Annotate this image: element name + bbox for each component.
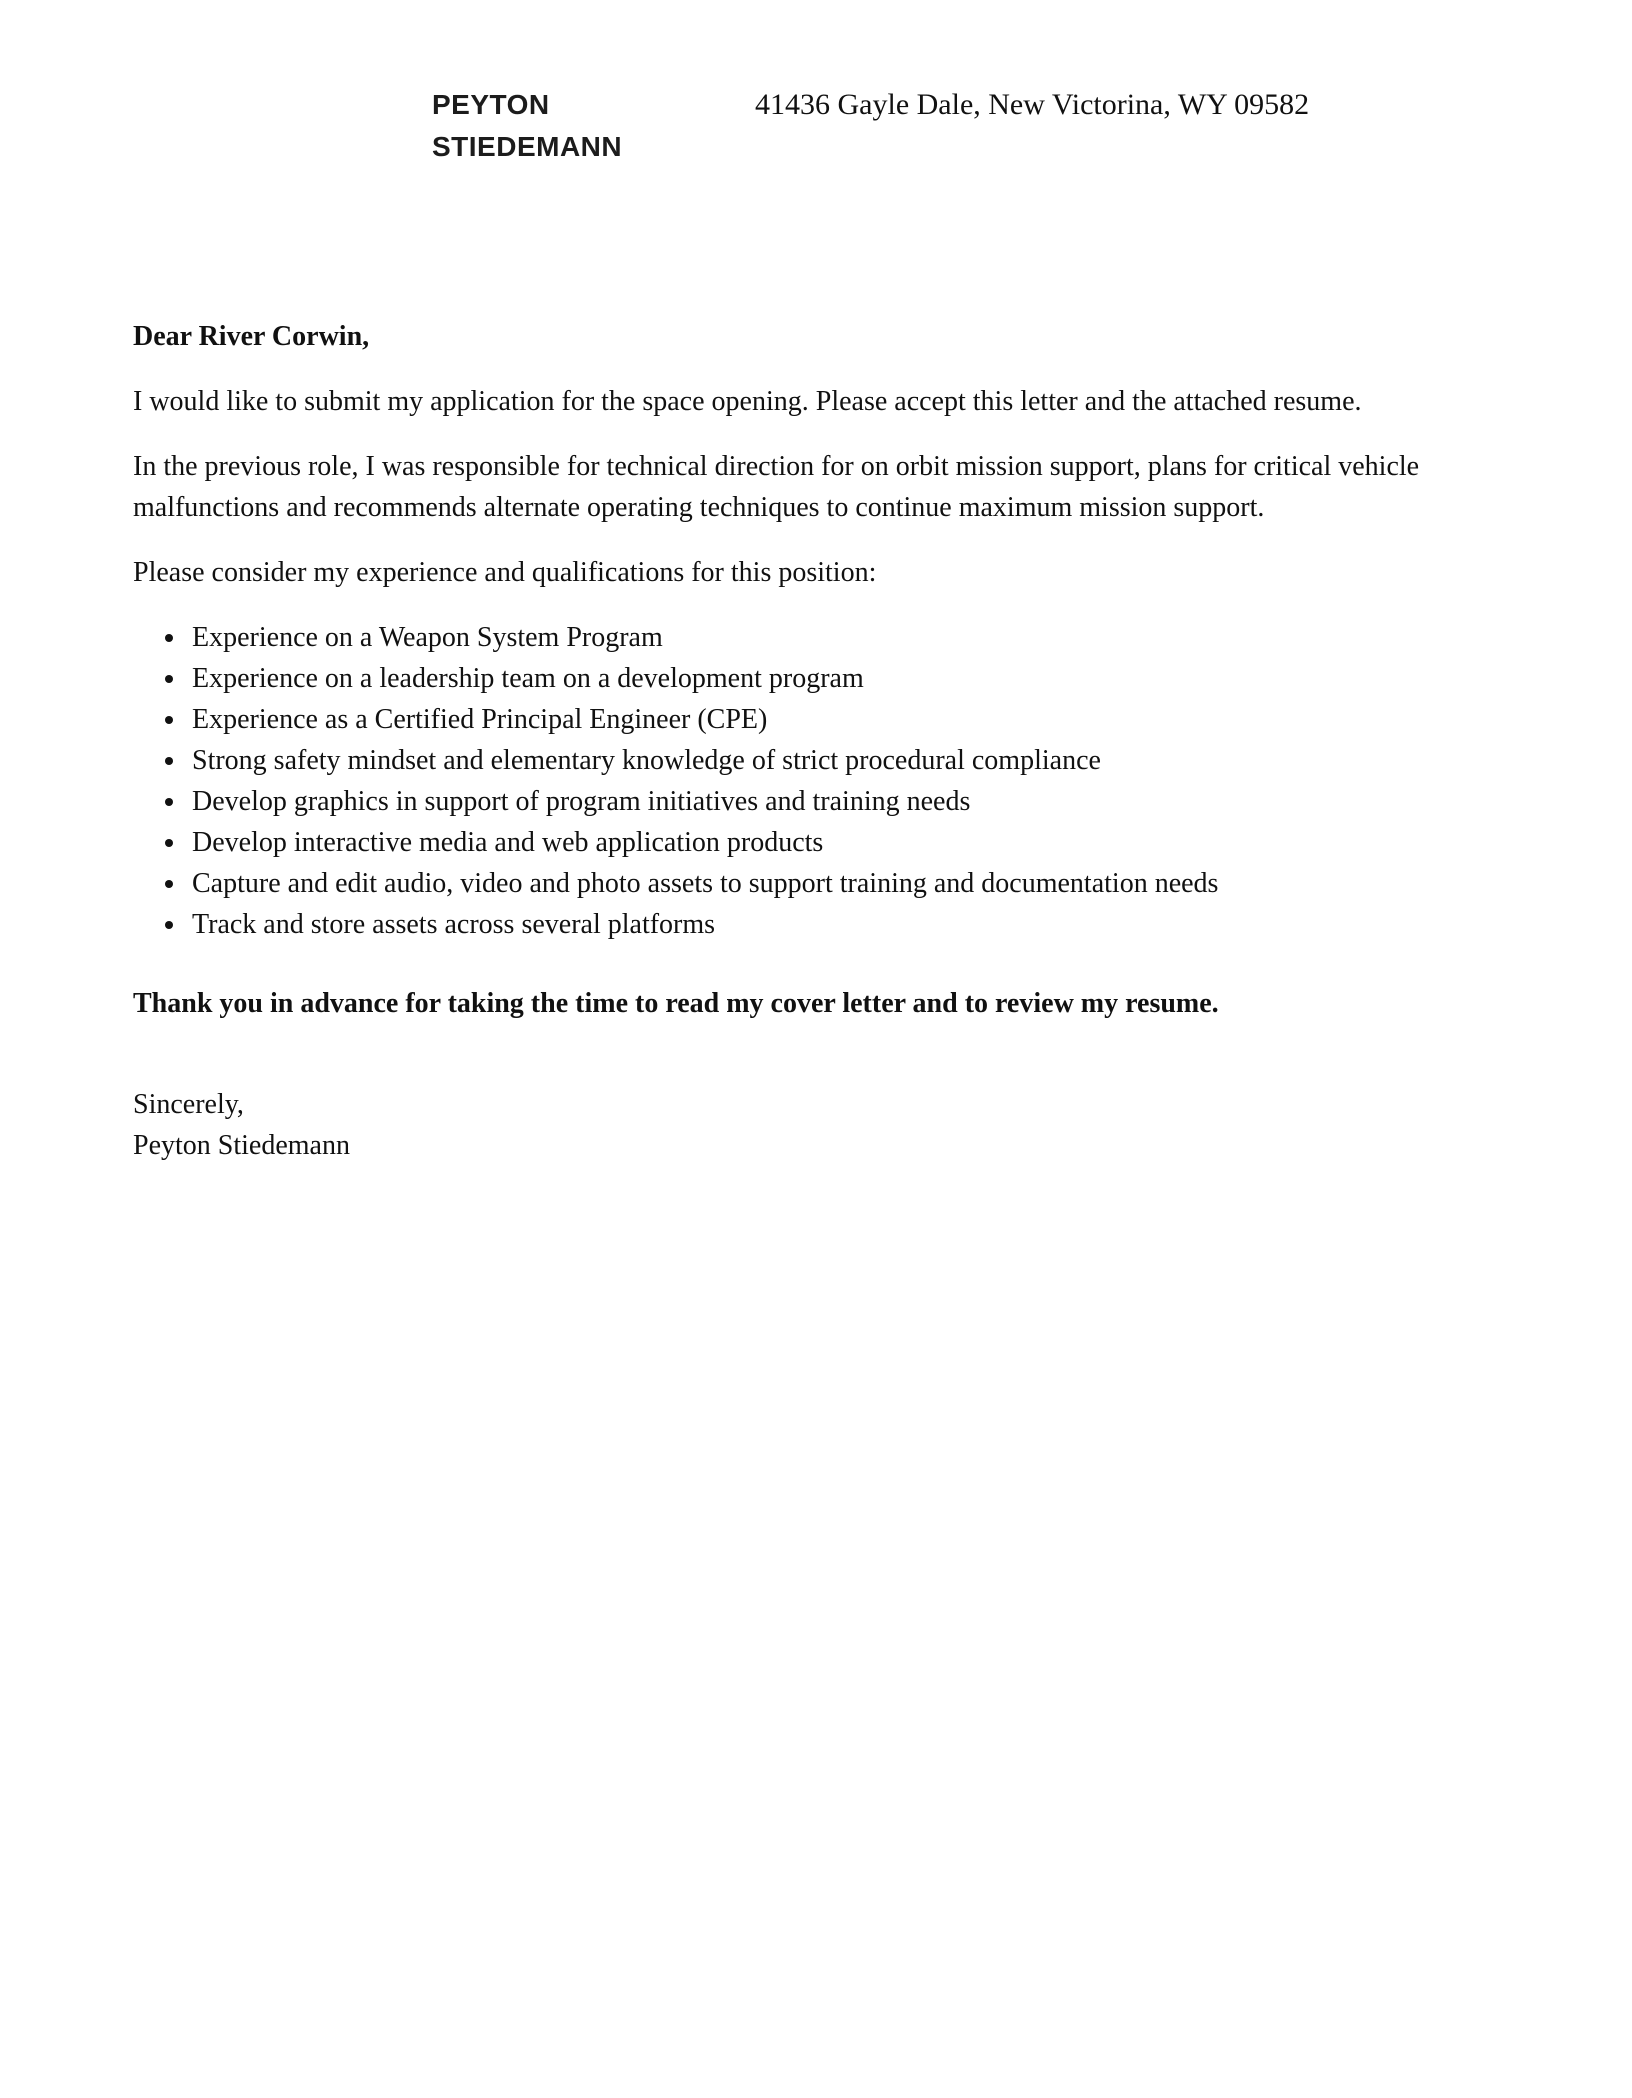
letter-body [133,316,1492,1166]
sender-address: 41436 Gayle Dale, New Victorina, WY 09582 [755,88,1310,121]
greeting: Dear River Corwin, [133,321,370,352]
qualification-item: • Experience on a Weapon System Program [188,617,1492,658]
sender-name-line1: PEYTON [432,89,550,120]
paragraph-consider: Please consider my experience and qualifications for this position: [133,557,877,588]
qualification-item: • Capture and edit audio, video and photo assets to support training and documentation needs [188,863,1492,904]
signoff: Sincerely, [133,1089,244,1120]
qualification-item: • Track and store assets across several platforms [188,904,1492,945]
letter-header [0,0,1632,168]
closing-emphasis: Thank you in advance for taking the time to read my cover letter and to review my resume. [133,988,1219,1019]
paragraph-application: I would like to submit my application for the space opening. Please accept this letter and the attached resume. [133,386,1362,417]
paragraph-previous-role: In the previous role, I was responsible for technical direction for on orbit mission support, plans for critical vehicle malfunctions and recommends alternate operating techniques to continue maximum mission support. [133,451,1420,523]
sender-name-line2: STIEDEMANN [432,131,623,162]
qualification-item: • Develop interactive media and web application products [188,822,1492,863]
qualification-item: • Experience on a leadership team on a development program [188,658,1492,699]
qualification-item: • Develop graphics in support of program initiatives and training needs [188,781,1492,822]
sender-name [432,84,755,168]
qualification-item: • Experience as a Certified Principal Engineer (CPE) [188,699,1492,740]
qualifications-list [133,617,1492,945]
signature-name: Peyton Stiedemann [133,1130,350,1161]
qualification-item: • Strong safety mindset and elementary knowledge of strict procedural compliance [188,740,1492,781]
